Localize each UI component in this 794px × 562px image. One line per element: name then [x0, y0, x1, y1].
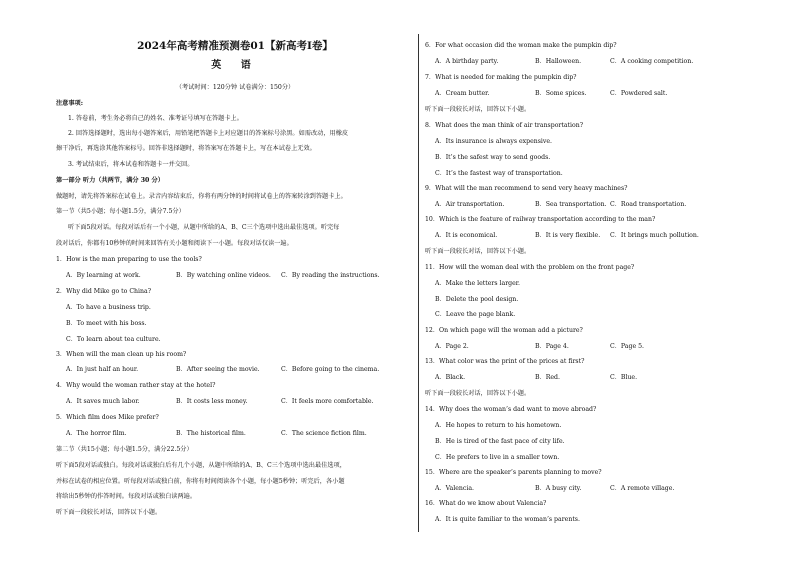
option-a: A．It is quite familiar to the woman’s parents. — [435, 516, 580, 523]
column-divider — [418, 34, 419, 532]
option-b: B．By watching online videos. — [176, 272, 271, 279]
option-c: C．The science fiction film. — [281, 430, 367, 437]
option-b: B．The historical film. — [176, 430, 246, 437]
option-a: A．He hopes to return to his hometown. — [435, 422, 562, 429]
option-c: C．Leave the page blank. — [435, 311, 516, 318]
passage-note: 听下面一段较长对话，回答以下小题。 — [425, 106, 531, 113]
question-12: 12．On which page will the woman add a picture? — [425, 327, 583, 334]
option-a: A．It saves much labor. — [66, 398, 140, 405]
passage-note: 听下面一段较长对话，回答以下小题。 — [425, 390, 531, 397]
option-c: C．Page 5. — [610, 343, 644, 350]
question-13: 13．What color was the print of the prices at first? — [425, 358, 585, 365]
option-a: A．Page 2. — [435, 343, 469, 350]
option-a: A．In just half an hour. — [66, 366, 139, 373]
section1-instruction: 听下面5段对话。每段对话后有一个小题，从题中所给的A、B、C三个选项中选出最佳选项。听完每 — [68, 224, 340, 231]
option-b: B．Some spices. — [535, 90, 587, 97]
question-14: 14．Why does the woman’s dad want to move abroad? — [425, 406, 597, 413]
option-b: B．It’s the safest way to send goods. — [435, 154, 551, 161]
option-c: C．Before going to the cinema. — [281, 366, 380, 373]
option-a: A．Valencia. — [435, 485, 474, 492]
section1-instruction: 段对话后，你都有10秒钟的时间来回答有关小题和阅读下一小题。每段对话仅读一遍。 — [56, 240, 293, 247]
notes-item: 2. 回答选择题时，选出每小题答案后，用铅笔把答题卡上对应题目的答案标号涂黑。如需改动，用橡皮 — [68, 130, 349, 137]
question-1: 1．How is the man preparing to use the tools? — [56, 256, 202, 263]
option-b: B．It is very flexible. — [535, 232, 601, 239]
question-6: 6．For what occasion did the woman make the pumpkin dip? — [425, 42, 617, 49]
option-b: B．Page 4. — [535, 343, 569, 350]
section2-heading: 第二节（共15小题；每小题1.5分，满分22.5分） — [56, 446, 193, 453]
option-b: B．Sea transportation. — [535, 201, 607, 208]
option-a: A．A birthday party. — [435, 58, 499, 65]
question-10: 10．Which is the feature of railway transportation according to the man? — [425, 216, 656, 223]
option-b: B．To meet with his boss. — [66, 320, 147, 327]
option-b: B．A busy city. — [535, 485, 582, 492]
question-16: 16．What do we know about Valencia? — [425, 500, 547, 507]
passage-note: 听下面一段较长对话，回答以下小题。 — [425, 248, 531, 255]
notes-item: 1. 答卷前，考生务必将自己的姓名、准考证号填写在答题卡上。 — [68, 115, 243, 122]
option-a: A．By learning at work. — [66, 272, 141, 279]
option-a: A．Its insurance is always expensive. — [435, 138, 553, 145]
question-11: 11．How will the woman deal with the problem on the front page? — [425, 264, 635, 271]
question-8: 8．What does the man think of air transportation? — [425, 122, 584, 129]
question-4: 4．Why would the woman rather stay at the hotel? — [56, 382, 216, 389]
section2-instruction: 将给出5秒钟的作答时间。每段对话或独白读两遍。 — [56, 493, 197, 500]
option-c: C．A remote village. — [610, 485, 675, 492]
option-a: A．To have a business trip. — [66, 304, 151, 311]
option-c: C．Road transportation. — [610, 201, 687, 208]
question-2: 2．Why did Mike go to China? — [56, 288, 152, 295]
option-c: C．Blue. — [610, 374, 638, 381]
option-a: A．It is economical. — [435, 232, 498, 239]
notes-item: 3. 考试结束后，将本试卷和答题卡一并交回。 — [68, 161, 194, 168]
option-c: C．By reading the instructions. — [281, 272, 380, 279]
question-5: 5．Which film does Mike prefer? — [56, 414, 159, 421]
option-a: A．Cream butter. — [435, 90, 490, 97]
part1-intro: 做题时，请先将答案标在试卷上。录音内容结束后，你将有两分钟的时间将试卷上的答案转涂到答题卡上。 — [56, 193, 347, 200]
option-c: C．It brings much pollution. — [610, 232, 699, 239]
question-15: 15．Where are the speaker’s parents planning to move? — [425, 469, 602, 476]
option-b: B．Delete the pool design. — [435, 296, 519, 303]
option-a: A．Make the letters larger. — [435, 280, 521, 287]
section2-instruction: 并标在试卷的相应位置。听每段对话或独白前，你将有时间阅读各个小题，每小题5秒钟；听完后，各小题 — [56, 478, 345, 485]
option-a: A．Black. — [435, 374, 466, 381]
question-9: 9．What will the man recommend to send very heavy machines? — [425, 185, 628, 192]
notes-item: 擦干净后，再选涂其他答案标号。回答非选择题时，将答案写在答题卡上，写在本试卷上无效。 — [56, 145, 316, 152]
part1-heading: 第一部分 听力（共两节，满分 30 分） — [56, 177, 164, 184]
option-c: C．To learn about tea culture. — [66, 336, 161, 343]
passage-note: 听下面一段较长对话，回答以下小题。 — [56, 509, 162, 516]
option-a: A．Air transportation. — [435, 201, 505, 208]
option-c: C．A cooking competition. — [610, 58, 694, 65]
option-a: A．The horror film. — [66, 430, 127, 437]
exam-info: （考试时间：120分钟 试卷满分：150分） — [175, 84, 295, 91]
option-b: B．It costs less money. — [176, 398, 248, 405]
notes-heading: 注意事项: — [56, 100, 84, 107]
section2-instruction: 听下面5段对话或独白。每段对话或独白后有几个小题，从题中所给的A、B、C三个选项中选出最佳选项， — [56, 462, 346, 469]
option-c: C．He prefers to live in a smaller town. — [435, 454, 560, 461]
option-b: B．He is tired of the fast pace of city life. — [435, 438, 565, 445]
section1-heading: 第一节（共5小题；每小题1.5分，满分7.5分） — [56, 208, 185, 215]
exam-title: 2024年高考精准预测卷01【新高考I卷】 — [137, 40, 333, 52]
subject-title: 英 语 — [211, 60, 259, 71]
option-b: B．After seeing the movie. — [176, 366, 260, 373]
option-c: C．It’s the fastest way of transportation. — [435, 170, 563, 177]
option-c: C．Powdered salt. — [610, 90, 668, 97]
option-c: C．It feels more comfortable. — [281, 398, 374, 405]
question-7: 7．What is needed for making the pumpkin dip? — [425, 74, 577, 81]
question-3: 3．When will the man clean up his room? — [56, 351, 187, 358]
option-b: B．Halloween. — [535, 58, 582, 65]
option-b: B．Red. — [535, 374, 560, 381]
